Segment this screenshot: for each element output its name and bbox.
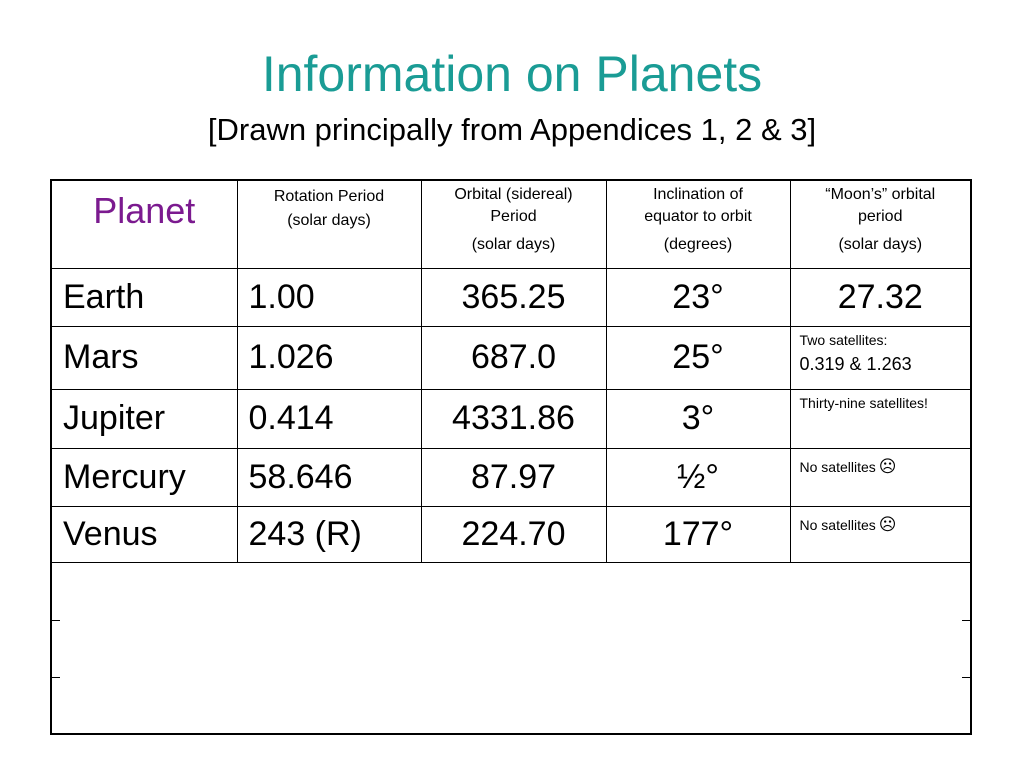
planet-name-cell: Jupiter — [52, 389, 237, 448]
divider-tick — [52, 677, 60, 678]
header-line: (degrees) — [663, 236, 733, 253]
table-row-jupiter — [52, 389, 970, 448]
header-line: (solar days) — [471, 236, 556, 253]
header-line: equator to orbit — [644, 208, 752, 225]
orbital-cell: 224.70 — [421, 506, 606, 562]
moon-period-cell — [790, 326, 970, 389]
inclination-cell: 23° — [606, 268, 790, 326]
moon-period-cell: 27.32 — [790, 268, 970, 326]
planet-name-cell: Venus — [52, 506, 237, 562]
moon-period-cell — [790, 506, 970, 562]
orbital-cell: 87.97 — [421, 448, 606, 506]
rotation-cell: 0.414 — [237, 389, 421, 448]
divider-tick — [962, 677, 970, 678]
moon-period-cell — [790, 389, 970, 448]
moon-note-line: Thirty-nine satellites! — [799, 394, 928, 411]
planet-table — [52, 181, 970, 563]
header-orbital-period — [421, 181, 606, 268]
planet-table-frame — [50, 179, 972, 735]
header-line: (solar days) — [287, 212, 371, 229]
orbital-cell: 687.0 — [421, 326, 606, 389]
orbital-cell: 4331.86 — [421, 389, 606, 448]
moon-note-line: Two satellites: — [799, 331, 888, 348]
table-row-mercury — [52, 448, 970, 506]
header-rotation-period — [237, 181, 421, 268]
inclination-cell: 25° — [606, 326, 790, 389]
inclination-cell: 177° — [606, 506, 790, 562]
header-line: Period — [490, 208, 537, 225]
header-moon-period — [790, 181, 970, 268]
header-row — [52, 181, 970, 268]
moon-note-line: No satellites — [799, 458, 876, 475]
header-line: (solar days) — [838, 236, 923, 253]
header-line: period — [858, 208, 903, 225]
header-line: Inclination of — [653, 186, 743, 203]
header-line: Orbital (sidereal) — [454, 186, 573, 203]
moon-note-line: No satellites — [799, 516, 876, 533]
inclination-cell: ½° — [606, 448, 790, 506]
frown-icon: ☹ — [878, 514, 897, 535]
planet-name-cell: Earth — [52, 268, 237, 326]
orbital-cell: 365.25 — [421, 268, 606, 326]
table-row-earth — [52, 268, 970, 326]
planet-name-cell: Mercury — [52, 448, 237, 506]
divider-tick — [52, 620, 60, 621]
rotation-cell: 1.026 — [237, 326, 421, 389]
moon-note-line: 0.319 & 1.263 — [799, 353, 912, 374]
moon-period-cell — [790, 448, 970, 506]
slide-title: Information on Planets — [261, 46, 763, 102]
header-inclination — [606, 181, 790, 268]
rotation-cell: 58.646 — [237, 448, 421, 506]
frown-icon: ☹ — [878, 456, 897, 477]
rotation-cell: 243 (R) — [237, 506, 421, 562]
divider-tick — [962, 620, 970, 621]
inclination-cell: 3° — [606, 389, 790, 448]
header-line: Rotation Period — [273, 188, 385, 205]
planet-name-cell: Mars — [52, 326, 237, 389]
table-row-venus — [52, 506, 970, 562]
header-line: “Moon’s” orbital — [825, 186, 936, 203]
header-planet: Planet — [52, 181, 237, 268]
slide-subtitle: [Drawn principally from Appendices 1, 2 & 3] — [207, 112, 817, 147]
table-row-mars — [52, 326, 970, 389]
rotation-cell: 1.00 — [237, 268, 421, 326]
